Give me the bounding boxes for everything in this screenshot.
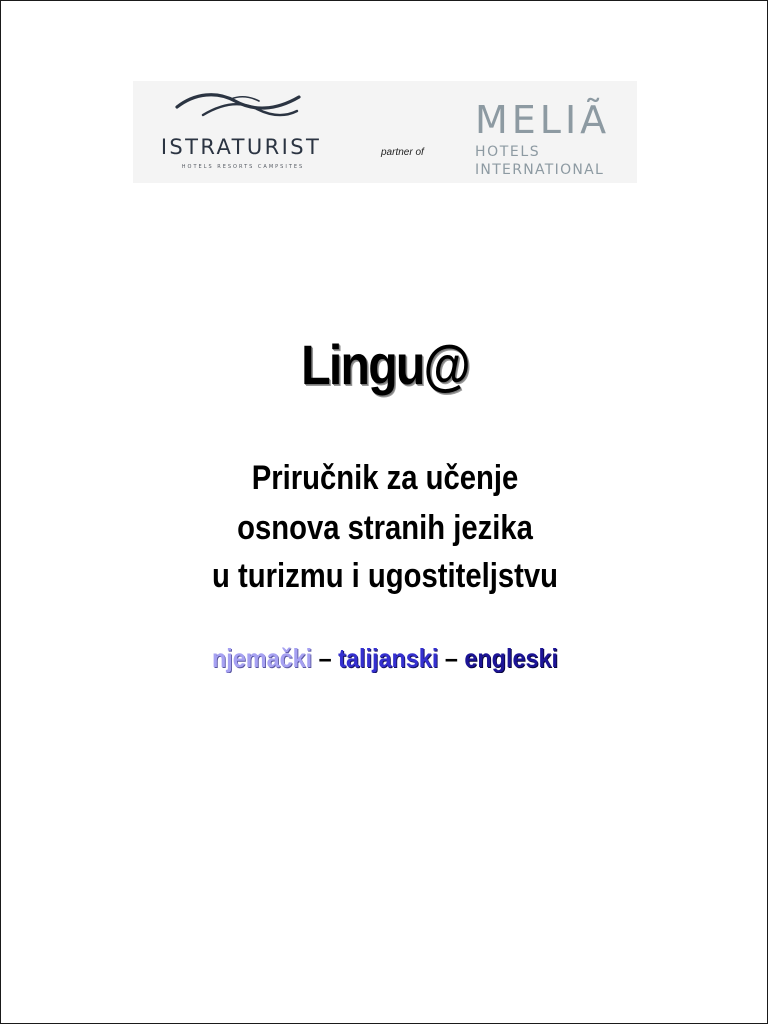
istraturist-tagline: HOTELS RESORTS CAMPSITES xyxy=(181,164,305,170)
melia-logo-text: MELIÃ xyxy=(475,98,611,142)
melia-international-text: INTERNATIONAL xyxy=(475,162,605,178)
logo-banner xyxy=(133,81,637,183)
page-title: Lingu@ xyxy=(301,333,469,396)
subtitle-line-1: Priručnik za učenje xyxy=(251,459,519,497)
subtitle-line-2: osnova stranih jezika xyxy=(237,509,533,547)
subtitle-line-3: u turizmu i ugostiteljstvu xyxy=(211,557,559,595)
language-english: engleski xyxy=(464,643,559,673)
istraturist-logo-text: ISTRATURIST xyxy=(160,135,322,159)
language-separator: – xyxy=(438,643,465,673)
language-german: njemački xyxy=(211,643,313,673)
languages-line xyxy=(39,645,730,671)
language-separator: – xyxy=(312,643,339,673)
istraturist-wave-logo-icon xyxy=(173,89,303,123)
language-italian: talijanski xyxy=(338,643,439,673)
partner-of-text: partner of xyxy=(381,147,424,158)
melia-hotels-text: HOTELS xyxy=(475,144,541,160)
